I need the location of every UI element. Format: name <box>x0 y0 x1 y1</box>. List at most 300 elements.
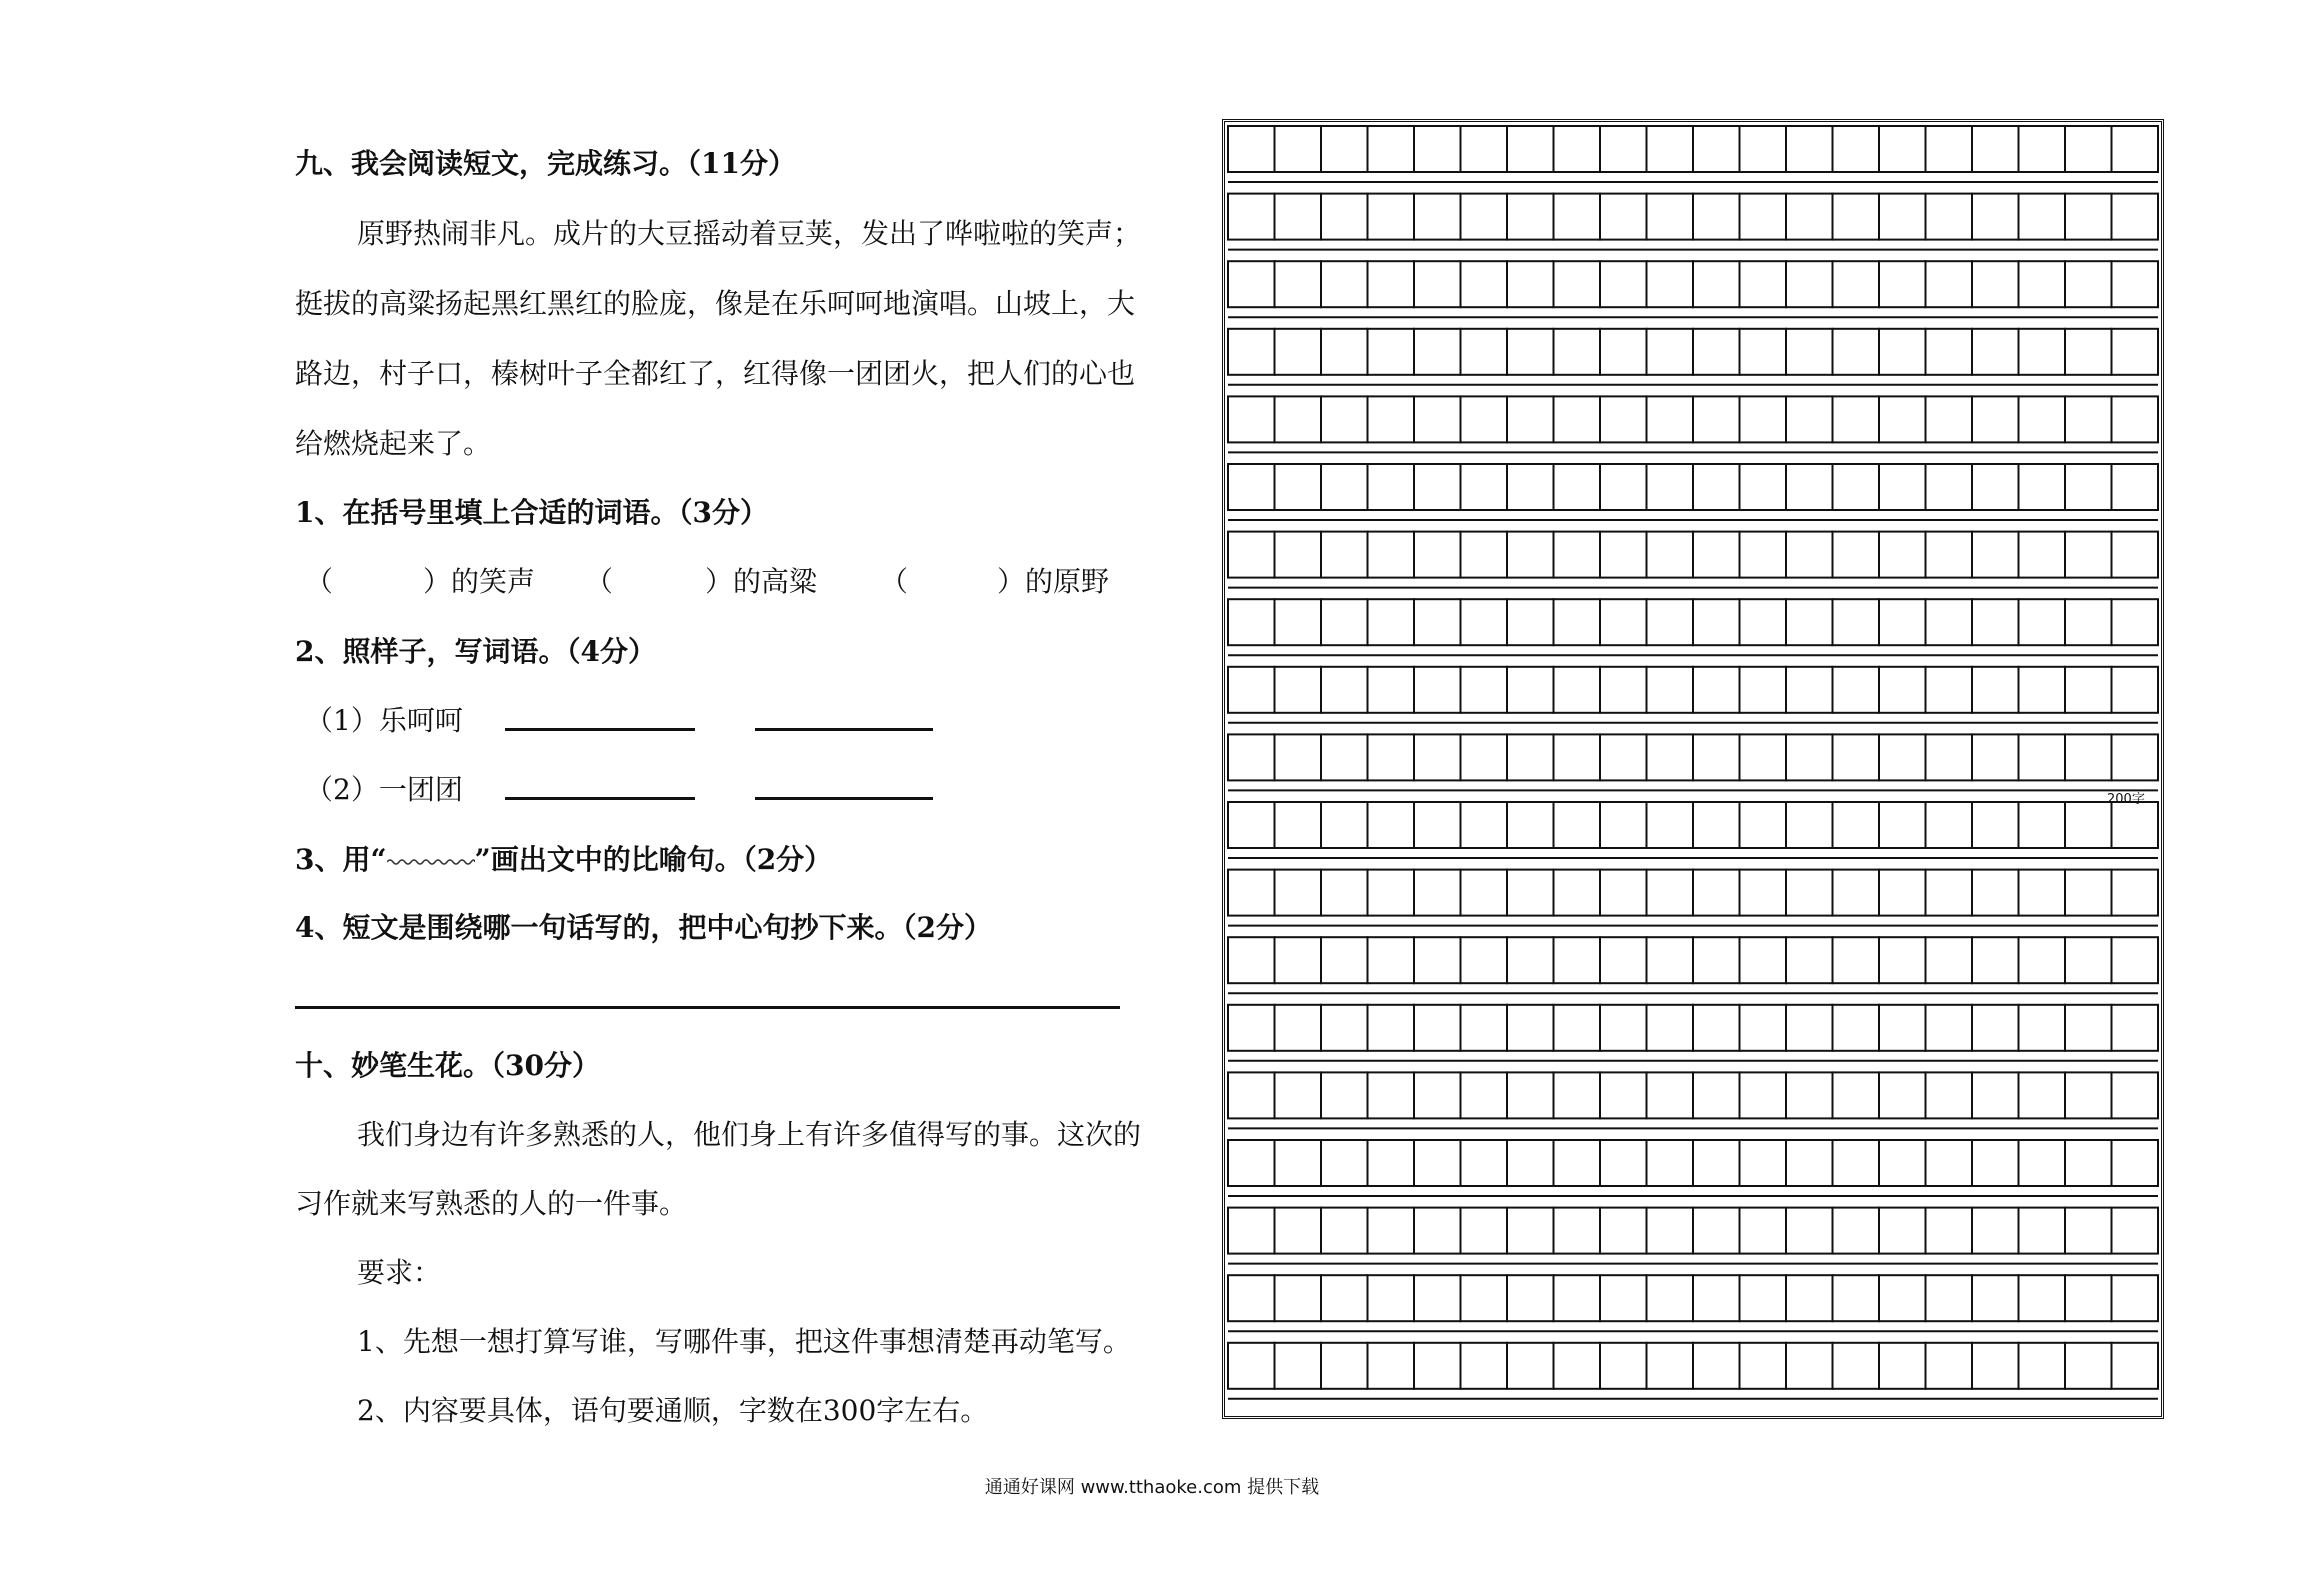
grid-cell[interactable] <box>1833 937 1880 983</box>
grid-cell[interactable] <box>1879 870 1926 916</box>
grid-cell[interactable] <box>1647 734 1694 780</box>
grid-cell[interactable] <box>1414 464 1461 510</box>
grid-cell[interactable] <box>1972 1005 2019 1051</box>
grid-cell[interactable] <box>1786 532 1833 578</box>
grid-cell[interactable] <box>1368 126 1415 172</box>
grid-cell[interactable] <box>1786 329 1833 375</box>
grid-cell[interactable] <box>1554 937 1601 983</box>
grid-cell[interactable] <box>1972 532 2019 578</box>
grid-cell[interactable] <box>2112 464 2159 510</box>
grid-cell[interactable] <box>1879 261 1926 307</box>
grid-cell[interactable] <box>1740 261 1787 307</box>
grid-cell[interactable] <box>1972 261 2019 307</box>
grid-cell[interactable] <box>1275 464 1322 510</box>
grid-cell[interactable] <box>1926 734 1973 780</box>
grid-cell[interactable] <box>1926 261 1973 307</box>
grid-cell[interactable] <box>1321 734 1368 780</box>
grid-cell[interactable] <box>1275 1275 1322 1321</box>
grid-cell[interactable] <box>1600 1072 1647 1118</box>
grid-cell[interactable] <box>1600 464 1647 510</box>
grid-cell[interactable] <box>1275 599 1322 645</box>
grid-cell[interactable] <box>1321 599 1368 645</box>
grid-cell[interactable] <box>2019 1343 2066 1389</box>
grid-cell[interactable] <box>2065 329 2112 375</box>
q1-blank-3-close[interactable]: ）的原野 <box>997 565 1110 598</box>
grid-row[interactable] <box>1228 734 2158 790</box>
grid-cell[interactable] <box>1972 1208 2019 1254</box>
grid-cell[interactable] <box>1926 396 1973 442</box>
grid-cell[interactable] <box>1600 1005 1647 1051</box>
q2-item-1-answer-line-1[interactable] <box>505 728 695 731</box>
grid-cell[interactable] <box>1554 1072 1601 1118</box>
grid-cell[interactable] <box>1926 532 1973 578</box>
grid-cell[interactable] <box>2065 1275 2112 1321</box>
grid-cell[interactable] <box>2065 870 2112 916</box>
grid-cell[interactable] <box>1414 599 1461 645</box>
grid-cell[interactable] <box>1600 870 1647 916</box>
grid-cell[interactable] <box>1368 1072 1415 1118</box>
grid-cell[interactable] <box>1600 937 1647 983</box>
grid-cell[interactable] <box>2019 1072 2066 1118</box>
grid-cell[interactable] <box>1275 396 1322 442</box>
grid-cell[interactable] <box>1647 532 1694 578</box>
grid-cell[interactable] <box>1693 1072 1740 1118</box>
grid-cell[interactable] <box>1228 1072 1275 1118</box>
grid-cell[interactable] <box>1228 599 1275 645</box>
grid-cell[interactable] <box>1461 802 1508 848</box>
grid-cell[interactable] <box>1275 532 1322 578</box>
grid-cell[interactable] <box>1786 870 1833 916</box>
grid-cell[interactable] <box>1693 532 1740 578</box>
grid-cell[interactable] <box>1833 1275 1880 1321</box>
grid-cell[interactable] <box>1554 396 1601 442</box>
grid-cell[interactable] <box>1554 667 1601 713</box>
grid-cell[interactable] <box>1600 734 1647 780</box>
grid-cell[interactable] <box>1972 329 2019 375</box>
grid-cell[interactable] <box>1926 1005 1973 1051</box>
grid-cell[interactable] <box>1693 1343 1740 1389</box>
grid-cell[interactable] <box>1414 329 1461 375</box>
grid-cell[interactable] <box>2019 802 2066 848</box>
grid-cell[interactable] <box>1507 532 1554 578</box>
grid-cell[interactable] <box>1461 1072 1508 1118</box>
grid-cell[interactable] <box>1833 329 1880 375</box>
grid-cell[interactable] <box>1600 396 1647 442</box>
grid-cell[interactable] <box>1600 261 1647 307</box>
grid-cell[interactable] <box>1228 126 1275 172</box>
grid-cell[interactable] <box>1926 1275 1973 1321</box>
grid-cell[interactable] <box>1740 1005 1787 1051</box>
grid-cell[interactable] <box>1786 1275 1833 1321</box>
grid-cell[interactable] <box>1554 599 1601 645</box>
grid-cell[interactable] <box>1972 126 2019 172</box>
grid-cell[interactable] <box>2112 734 2159 780</box>
grid-cell[interactable] <box>1507 599 1554 645</box>
grid-cell[interactable] <box>1647 870 1694 916</box>
grid-cell[interactable] <box>2065 396 2112 442</box>
grid-cell[interactable] <box>2112 1208 2159 1254</box>
grid-cell[interactable] <box>1368 734 1415 780</box>
grid-cell[interactable] <box>1507 667 1554 713</box>
grid-cell[interactable] <box>1926 194 1973 240</box>
grid-cell[interactable] <box>1414 802 1461 848</box>
grid-cell[interactable] <box>1414 396 1461 442</box>
grid-cell[interactable] <box>1228 532 1275 578</box>
grid-cell[interactable] <box>1461 261 1508 307</box>
grid-cell[interactable] <box>1275 667 1322 713</box>
grid-row[interactable] <box>1228 937 2158 993</box>
grid-cell[interactable] <box>1833 194 1880 240</box>
grid-cell[interactable] <box>2112 1275 2159 1321</box>
grid-cell[interactable] <box>1554 464 1601 510</box>
grid-cell[interactable] <box>1414 532 1461 578</box>
grid-cell[interactable] <box>1507 802 1554 848</box>
grid-cell[interactable] <box>1647 126 1694 172</box>
grid-cell[interactable] <box>1554 261 1601 307</box>
grid-cell[interactable] <box>1275 802 1322 848</box>
grid-cell[interactable] <box>1321 667 1368 713</box>
grid-cell[interactable] <box>1833 870 1880 916</box>
grid-cell[interactable] <box>1461 1005 1508 1051</box>
grid-cell[interactable] <box>1693 464 1740 510</box>
grid-cell[interactable] <box>1926 599 1973 645</box>
grid-cell[interactable] <box>1600 1208 1647 1254</box>
grid-cell[interactable] <box>1740 329 1787 375</box>
grid-cell[interactable] <box>1275 126 1322 172</box>
grid-cell[interactable] <box>1833 1005 1880 1051</box>
grid-cell[interactable] <box>1228 1208 1275 1254</box>
grid-cell[interactable] <box>1321 1140 1368 1186</box>
grid-cell[interactable] <box>1833 396 1880 442</box>
grid-cells[interactable] <box>1225 122 2161 1416</box>
q2-item-1-answer-line-2[interactable] <box>755 728 933 731</box>
grid-cell[interactable] <box>1786 1343 1833 1389</box>
grid-cell[interactable] <box>1368 802 1415 848</box>
grid-cell[interactable] <box>1275 1343 1322 1389</box>
grid-cell[interactable] <box>1740 1208 1787 1254</box>
grid-cell[interactable] <box>1972 1275 2019 1321</box>
grid-cell[interactable] <box>1879 126 1926 172</box>
grid-cell[interactable] <box>1321 126 1368 172</box>
grid-cell[interactable] <box>1926 1343 1973 1389</box>
grid-cell[interactable] <box>1833 802 1880 848</box>
grid-cell[interactable] <box>1554 1005 1601 1051</box>
grid-cell[interactable] <box>1972 667 2019 713</box>
grid-cell[interactable] <box>2019 870 2066 916</box>
grid-cell[interactable] <box>1833 126 1880 172</box>
grid-cell[interactable] <box>1321 937 1368 983</box>
grid-cell[interactable] <box>1786 1208 1833 1254</box>
grid-cell[interactable] <box>1275 1208 1322 1254</box>
grid-cell[interactable] <box>1879 802 1926 848</box>
grid-cell[interactable] <box>2019 1275 2066 1321</box>
grid-cell[interactable] <box>1879 1005 1926 1051</box>
grid-cell[interactable] <box>2065 802 2112 848</box>
grid-cell[interactable] <box>1786 667 1833 713</box>
grid-cell[interactable] <box>1228 1343 1275 1389</box>
grid-cell[interactable] <box>1507 464 1554 510</box>
grid-cell[interactable] <box>1461 937 1508 983</box>
grid-cell[interactable] <box>1693 667 1740 713</box>
grid-cell[interactable] <box>1321 1005 1368 1051</box>
grid-cell[interactable] <box>1647 1140 1694 1186</box>
grid-cell[interactable] <box>1554 870 1601 916</box>
grid-cell[interactable] <box>1879 329 1926 375</box>
grid-cell[interactable] <box>1507 734 1554 780</box>
grid-cell[interactable] <box>1414 734 1461 780</box>
grid-cell[interactable] <box>1972 870 2019 916</box>
grid-cell[interactable] <box>1554 532 1601 578</box>
grid-cell[interactable] <box>1879 396 1926 442</box>
grid-cell[interactable] <box>1647 1072 1694 1118</box>
grid-cell[interactable] <box>1879 532 1926 578</box>
grid-cell[interactable] <box>1926 464 1973 510</box>
grid-row[interactable] <box>1228 261 2158 317</box>
grid-cell[interactable] <box>2019 464 2066 510</box>
grid-cell[interactable] <box>1786 599 1833 645</box>
q2-item-2-answer-line-1[interactable] <box>505 797 695 800</box>
grid-cell[interactable] <box>1693 194 1740 240</box>
grid-cell[interactable] <box>1368 667 1415 713</box>
grid-cell[interactable] <box>1275 1140 1322 1186</box>
grid-cell[interactable] <box>1972 396 2019 442</box>
grid-cell[interactable] <box>1414 194 1461 240</box>
grid-cell[interactable] <box>1554 126 1601 172</box>
grid-cell[interactable] <box>2112 667 2159 713</box>
grid-cell[interactable] <box>1786 734 1833 780</box>
grid-cell[interactable] <box>1786 1005 1833 1051</box>
grid-cell[interactable] <box>1275 870 1322 916</box>
grid-cell[interactable] <box>1647 396 1694 442</box>
grid-cell[interactable] <box>2065 667 2112 713</box>
grid-cell[interactable] <box>1879 667 1926 713</box>
grid-cell[interactable] <box>1926 126 1973 172</box>
grid-cell[interactable] <box>1321 194 1368 240</box>
grid-row[interactable] <box>1228 667 2158 723</box>
grid-cell[interactable] <box>1972 194 2019 240</box>
grid-cell[interactable] <box>1414 1275 1461 1321</box>
grid-cell[interactable] <box>1786 464 1833 510</box>
grid-cell[interactable] <box>1368 870 1415 916</box>
grid-cell[interactable] <box>1740 734 1787 780</box>
grid-cell[interactable] <box>1786 194 1833 240</box>
grid-cell[interactable] <box>1414 937 1461 983</box>
grid-cell[interactable] <box>1414 1005 1461 1051</box>
grid-cell[interactable] <box>1693 126 1740 172</box>
grid-cell[interactable] <box>1554 329 1601 375</box>
grid-cell[interactable] <box>1461 1140 1508 1186</box>
grid-cell[interactable] <box>1879 464 1926 510</box>
grid-cell[interactable] <box>2019 937 2066 983</box>
grid-row[interactable] <box>1228 396 2158 452</box>
grid-cell[interactable] <box>1554 194 1601 240</box>
grid-row[interactable] <box>1228 464 2158 520</box>
grid-cell[interactable] <box>1833 532 1880 578</box>
grid-cell[interactable] <box>1740 802 1787 848</box>
grid-cell[interactable] <box>1600 802 1647 848</box>
grid-cell[interactable] <box>1275 1072 1322 1118</box>
grid-cell[interactable] <box>1740 870 1787 916</box>
grid-cell[interactable] <box>2112 329 2159 375</box>
grid-cell[interactable] <box>1368 1140 1415 1186</box>
grid-cell[interactable] <box>2112 126 2159 172</box>
grid-cell[interactable] <box>1414 1208 1461 1254</box>
grid-cell[interactable] <box>1368 261 1415 307</box>
grid-cell[interactable] <box>1507 1343 1554 1389</box>
grid-cell[interactable] <box>1693 1005 1740 1051</box>
grid-cell[interactable] <box>2065 599 2112 645</box>
grid-cell[interactable] <box>1321 464 1368 510</box>
grid-cell[interactable] <box>2019 734 2066 780</box>
grid-cell[interactable] <box>1275 194 1322 240</box>
grid-cell[interactable] <box>1647 1005 1694 1051</box>
grid-cell[interactable] <box>1321 1343 1368 1389</box>
q1-blank-1-close[interactable]: ）的笑声 <box>423 565 536 598</box>
grid-cell[interactable] <box>2112 1140 2159 1186</box>
grid-cell[interactable] <box>1833 1343 1880 1389</box>
grid-cell[interactable] <box>1461 1343 1508 1389</box>
grid-cell[interactable] <box>1414 667 1461 713</box>
grid-cell[interactable] <box>1507 870 1554 916</box>
grid-cell[interactable] <box>1879 194 1926 240</box>
grid-cell[interactable] <box>1461 599 1508 645</box>
grid-cell[interactable] <box>1368 599 1415 645</box>
grid-cell[interactable] <box>2065 532 2112 578</box>
grid-cell[interactable] <box>1507 1140 1554 1186</box>
grid-cell[interactable] <box>1228 464 1275 510</box>
grid-cell[interactable] <box>1693 802 1740 848</box>
grid-cell[interactable] <box>1461 532 1508 578</box>
grid-cell[interactable] <box>1321 1275 1368 1321</box>
grid-cell[interactable] <box>1647 937 1694 983</box>
grid-cell[interactable] <box>1461 734 1508 780</box>
grid-cell[interactable] <box>1740 1343 1787 1389</box>
grid-cell[interactable] <box>1368 1343 1415 1389</box>
grid-cell[interactable] <box>2112 937 2159 983</box>
grid-cell[interactable] <box>1647 329 1694 375</box>
grid-cell[interactable] <box>2112 194 2159 240</box>
grid-cell[interactable] <box>2019 1208 2066 1254</box>
grid-cell[interactable] <box>2065 194 2112 240</box>
grid-cell[interactable] <box>2112 396 2159 442</box>
grid-cell[interactable] <box>1740 1072 1787 1118</box>
grid-cell[interactable] <box>1926 802 1973 848</box>
grid-cell[interactable] <box>1368 1208 1415 1254</box>
grid-cell[interactable] <box>1647 802 1694 848</box>
grid-row[interactable] <box>1228 532 2158 588</box>
grid-cell[interactable] <box>2019 194 2066 240</box>
grid-cell[interactable] <box>2065 261 2112 307</box>
grid-cell[interactable] <box>1228 802 1275 848</box>
grid-cell[interactable] <box>2019 126 2066 172</box>
grid-cell[interactable] <box>1786 1140 1833 1186</box>
grid-cell[interactable] <box>1368 464 1415 510</box>
grid-cell[interactable] <box>1926 667 1973 713</box>
grid-cell[interactable] <box>1507 1275 1554 1321</box>
grid-cell[interactable] <box>1693 1140 1740 1186</box>
grid-cell[interactable] <box>1879 734 1926 780</box>
grid-cell[interactable] <box>1833 1072 1880 1118</box>
grid-cell[interactable] <box>1972 734 2019 780</box>
grid-cell[interactable] <box>1647 194 1694 240</box>
grid-cell[interactable] <box>1972 464 2019 510</box>
grid-cell[interactable] <box>1368 396 1415 442</box>
grid-cell[interactable] <box>1414 1072 1461 1118</box>
grid-row[interactable] <box>1228 329 2158 385</box>
grid-cell[interactable] <box>1368 194 1415 240</box>
grid-cell[interactable] <box>1321 802 1368 848</box>
grid-cell[interactable] <box>2019 599 2066 645</box>
grid-cell[interactable] <box>1600 1343 1647 1389</box>
grid-cell[interactable] <box>2112 599 2159 645</box>
grid-cell[interactable] <box>1228 1005 1275 1051</box>
grid-cell[interactable] <box>1228 194 1275 240</box>
grid-cell[interactable] <box>1693 870 1740 916</box>
grid-cell[interactable] <box>1647 599 1694 645</box>
grid-row[interactable] <box>1228 1275 2158 1331</box>
grid-cell[interactable] <box>1600 1140 1647 1186</box>
grid-cell[interactable] <box>1879 1275 1926 1321</box>
grid-cell[interactable] <box>2065 464 2112 510</box>
grid-cell[interactable] <box>1833 464 1880 510</box>
grid-cell[interactable] <box>1833 1208 1880 1254</box>
grid-cell[interactable] <box>1507 396 1554 442</box>
grid-cell[interactable] <box>1228 396 1275 442</box>
grid-cell[interactable] <box>2019 261 2066 307</box>
grid-cell[interactable] <box>2112 1343 2159 1389</box>
grid-cell[interactable] <box>2065 937 2112 983</box>
composition-grid-paper[interactable] <box>1222 119 2164 1419</box>
grid-cell[interactable] <box>1275 734 1322 780</box>
grid-cell[interactable] <box>1228 329 1275 375</box>
grid-cell[interactable] <box>1740 937 1787 983</box>
grid-cell[interactable] <box>1228 261 1275 307</box>
grid-row[interactable] <box>1228 1072 2158 1128</box>
grid-cell[interactable] <box>1275 1005 1322 1051</box>
grid-cell[interactable] <box>1879 1140 1926 1186</box>
grid-cell[interactable] <box>1600 194 1647 240</box>
grid-cell[interactable] <box>1461 126 1508 172</box>
grid-cell[interactable] <box>1647 667 1694 713</box>
grid-cell[interactable] <box>1693 1208 1740 1254</box>
grid-cell[interactable] <box>1414 126 1461 172</box>
grid-cell[interactable] <box>2065 734 2112 780</box>
grid-cell[interactable] <box>1972 1343 2019 1389</box>
grid-cell[interactable] <box>1740 1275 1787 1321</box>
grid-cell[interactable] <box>1461 329 1508 375</box>
grid-cell[interactable] <box>2019 1140 2066 1186</box>
grid-cell[interactable] <box>1833 261 1880 307</box>
grid-cell[interactable] <box>1786 396 1833 442</box>
grid-cell[interactable] <box>1554 802 1601 848</box>
grid-cell[interactable] <box>1321 329 1368 375</box>
grid-cell[interactable] <box>1740 464 1787 510</box>
grid-cell[interactable] <box>2019 329 2066 375</box>
q4-answer-line[interactable] <box>295 1006 1120 1009</box>
grid-cell[interactable] <box>1461 870 1508 916</box>
grid-cell[interactable] <box>1275 261 1322 307</box>
grid-cell[interactable] <box>1693 937 1740 983</box>
grid-cell[interactable] <box>2065 1208 2112 1254</box>
grid-cell[interactable] <box>1926 870 1973 916</box>
grid-cell[interactable] <box>1414 870 1461 916</box>
grid-cell[interactable] <box>2112 1072 2159 1118</box>
q2-item-2-answer-line-2[interactable] <box>755 797 933 800</box>
grid-cell[interactable] <box>2019 1005 2066 1051</box>
grid-cell[interactable] <box>1507 1072 1554 1118</box>
grid-cell[interactable] <box>1414 261 1461 307</box>
grid-cell[interactable] <box>1693 599 1740 645</box>
